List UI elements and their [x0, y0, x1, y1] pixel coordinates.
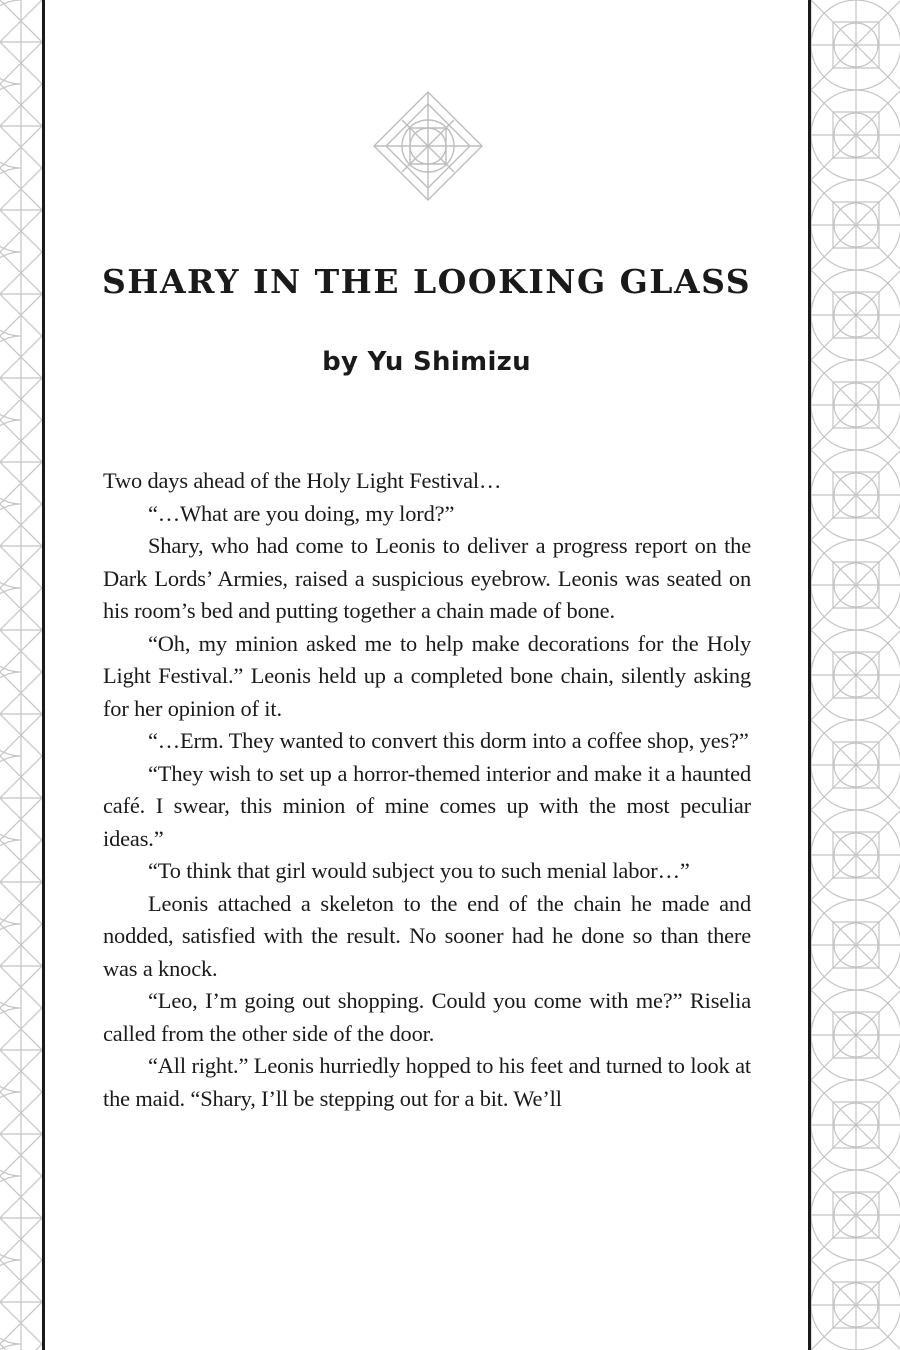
chapter-author: by Yu Shimizu — [322, 347, 531, 377]
story-paragraph: “…What are you doing, my lord?” — [148, 500, 455, 526]
story-paragraph: “Oh, my minion asked me to help make decorations for the Holy Light Festival.” Leonis held up a completed bone chain, silently asking for her opinion of it. — [103, 630, 751, 721]
story-paragraph: Two days ahead of the Holy Light Festival… — [103, 468, 502, 493]
story-paragraph: “Leo, I’m going out shopping. Could you come with me?” Riselia called from the other side of the door. — [103, 988, 751, 1046]
lattice-pattern-right — [811, 0, 900, 1350]
right-border-pattern — [808, 0, 900, 1350]
left-border-pattern — [0, 0, 45, 1350]
story-paragraph: “To think that girl would subject you to such menial labor…” — [148, 858, 690, 883]
lattice-pattern-left — [0, 0, 42, 1350]
story-paragraph: Leonis attached a skeleton to the end of the chain he made and nodded, satisfied with the result. No sooner had he done so than there was a knock. — [103, 890, 751, 981]
chapter-title: SHARY IN THE LOOKING GLASS — [101, 262, 752, 301]
story-body — [103, 465, 751, 1115]
story-paragraph: “They wish to set up a horror-themed interior and make it a haunted café. I swear, this minion of mine comes up with the most peculiar ideas.” — [103, 760, 751, 851]
diamond-compass-ornament-icon — [372, 90, 484, 202]
story-paragraph: “…Erm. They wanted to convert this dorm into a coffee shop, yes?” — [148, 728, 749, 753]
story-paragraph: Shary, who had come to Leonis to deliver a progress report on the Dark Lords’ Armies, raised a suspicious eyebrow. Leonis was seated on his room’s bed and putting together a chain made of bone. — [103, 533, 751, 623]
story-paragraph: “All right.” Leonis hurriedly hopped to his feet and turned to look at the maid. “Shary, I’ll be stepping out for a bit. We’ll — [103, 1053, 751, 1111]
